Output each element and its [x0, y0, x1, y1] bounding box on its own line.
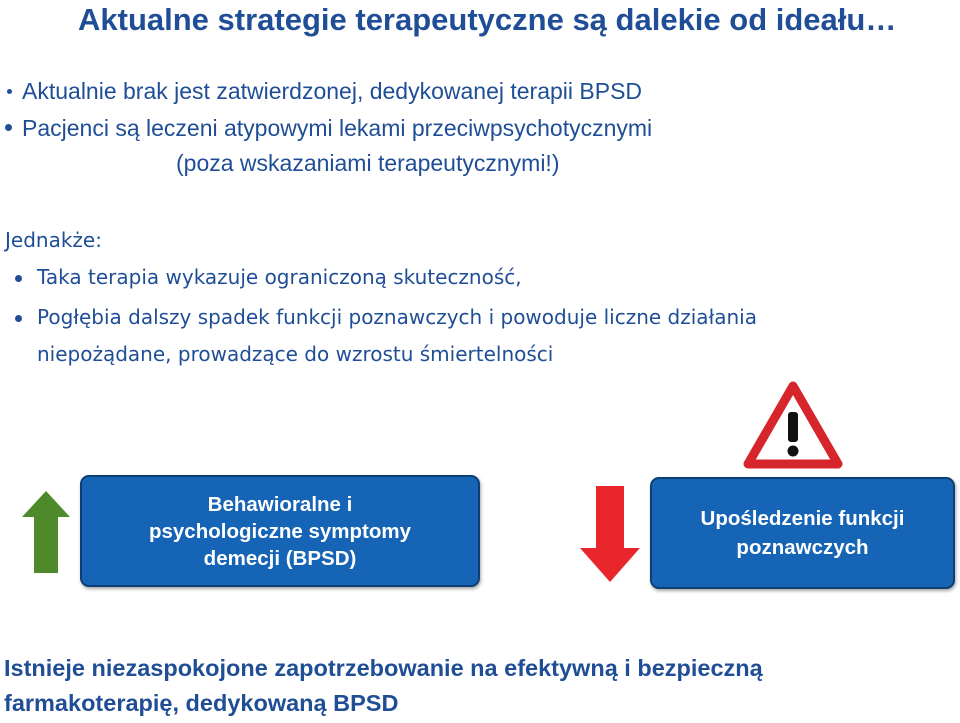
however-item-continuation: niepożądane, prowadzące do wzrostu śmiertelności	[37, 342, 554, 366]
bullet-dot	[15, 275, 22, 282]
however-item-cognitive-decline	[37, 305, 757, 329]
box-line: poznawczych	[736, 536, 869, 559]
box-line: Behawioralne i	[207, 492, 353, 516]
up-arrow-icon	[22, 491, 70, 573]
however-item-limited-efficacy	[37, 265, 522, 289]
slide-title: Aktualne strategie terapeutyczne są dalekie od ideału…	[78, 2, 897, 37]
conclusion-line: Istnieje niezaspokojone zapotrzebowanie na efektywną i bezpieczną	[4, 655, 763, 681]
bullet-text: Aktualnie brak jest zatwierdzonej, dedykowanej terapii BPSD	[22, 78, 643, 104]
however-label: Jednakże:	[5, 228, 102, 252]
box-line: demecji (BPSD)	[203, 546, 357, 570]
bullet-text: Pogłębia dalszy spadek funkcji poznawczych i powoduje liczne działania	[37, 305, 757, 329]
bullet-atypical-antipsychotics	[22, 115, 652, 142]
warning-triangle-icon	[743, 380, 843, 470]
box-line: psychologiczne symptomy	[148, 519, 411, 543]
down-arrow-icon	[580, 486, 640, 582]
conclusion-line: farmakoterapię, dedykowaną BPSD	[4, 690, 399, 716]
bullet-text: Taka terapia wykazuje ograniczoną skuteczność,	[37, 265, 522, 289]
bullet-text: Pacjenci są leczeni atypowymi lekami przeciwpsychotycznymi	[22, 115, 653, 141]
box-line: Upośledzenie funkcji	[700, 507, 905, 530]
bpsd-symptoms-box	[80, 475, 480, 587]
bullet-dot	[5, 124, 12, 131]
bullet-dot	[7, 89, 12, 94]
cognitive-impairment-box	[650, 477, 955, 589]
conclusion-text	[4, 651, 763, 721]
bullet-dot	[15, 315, 22, 322]
bullet-no-approved-therapy	[22, 78, 642, 105]
bullet-off-label-note: (poza wskazaniami terapeutycznymi!)	[176, 150, 560, 176]
